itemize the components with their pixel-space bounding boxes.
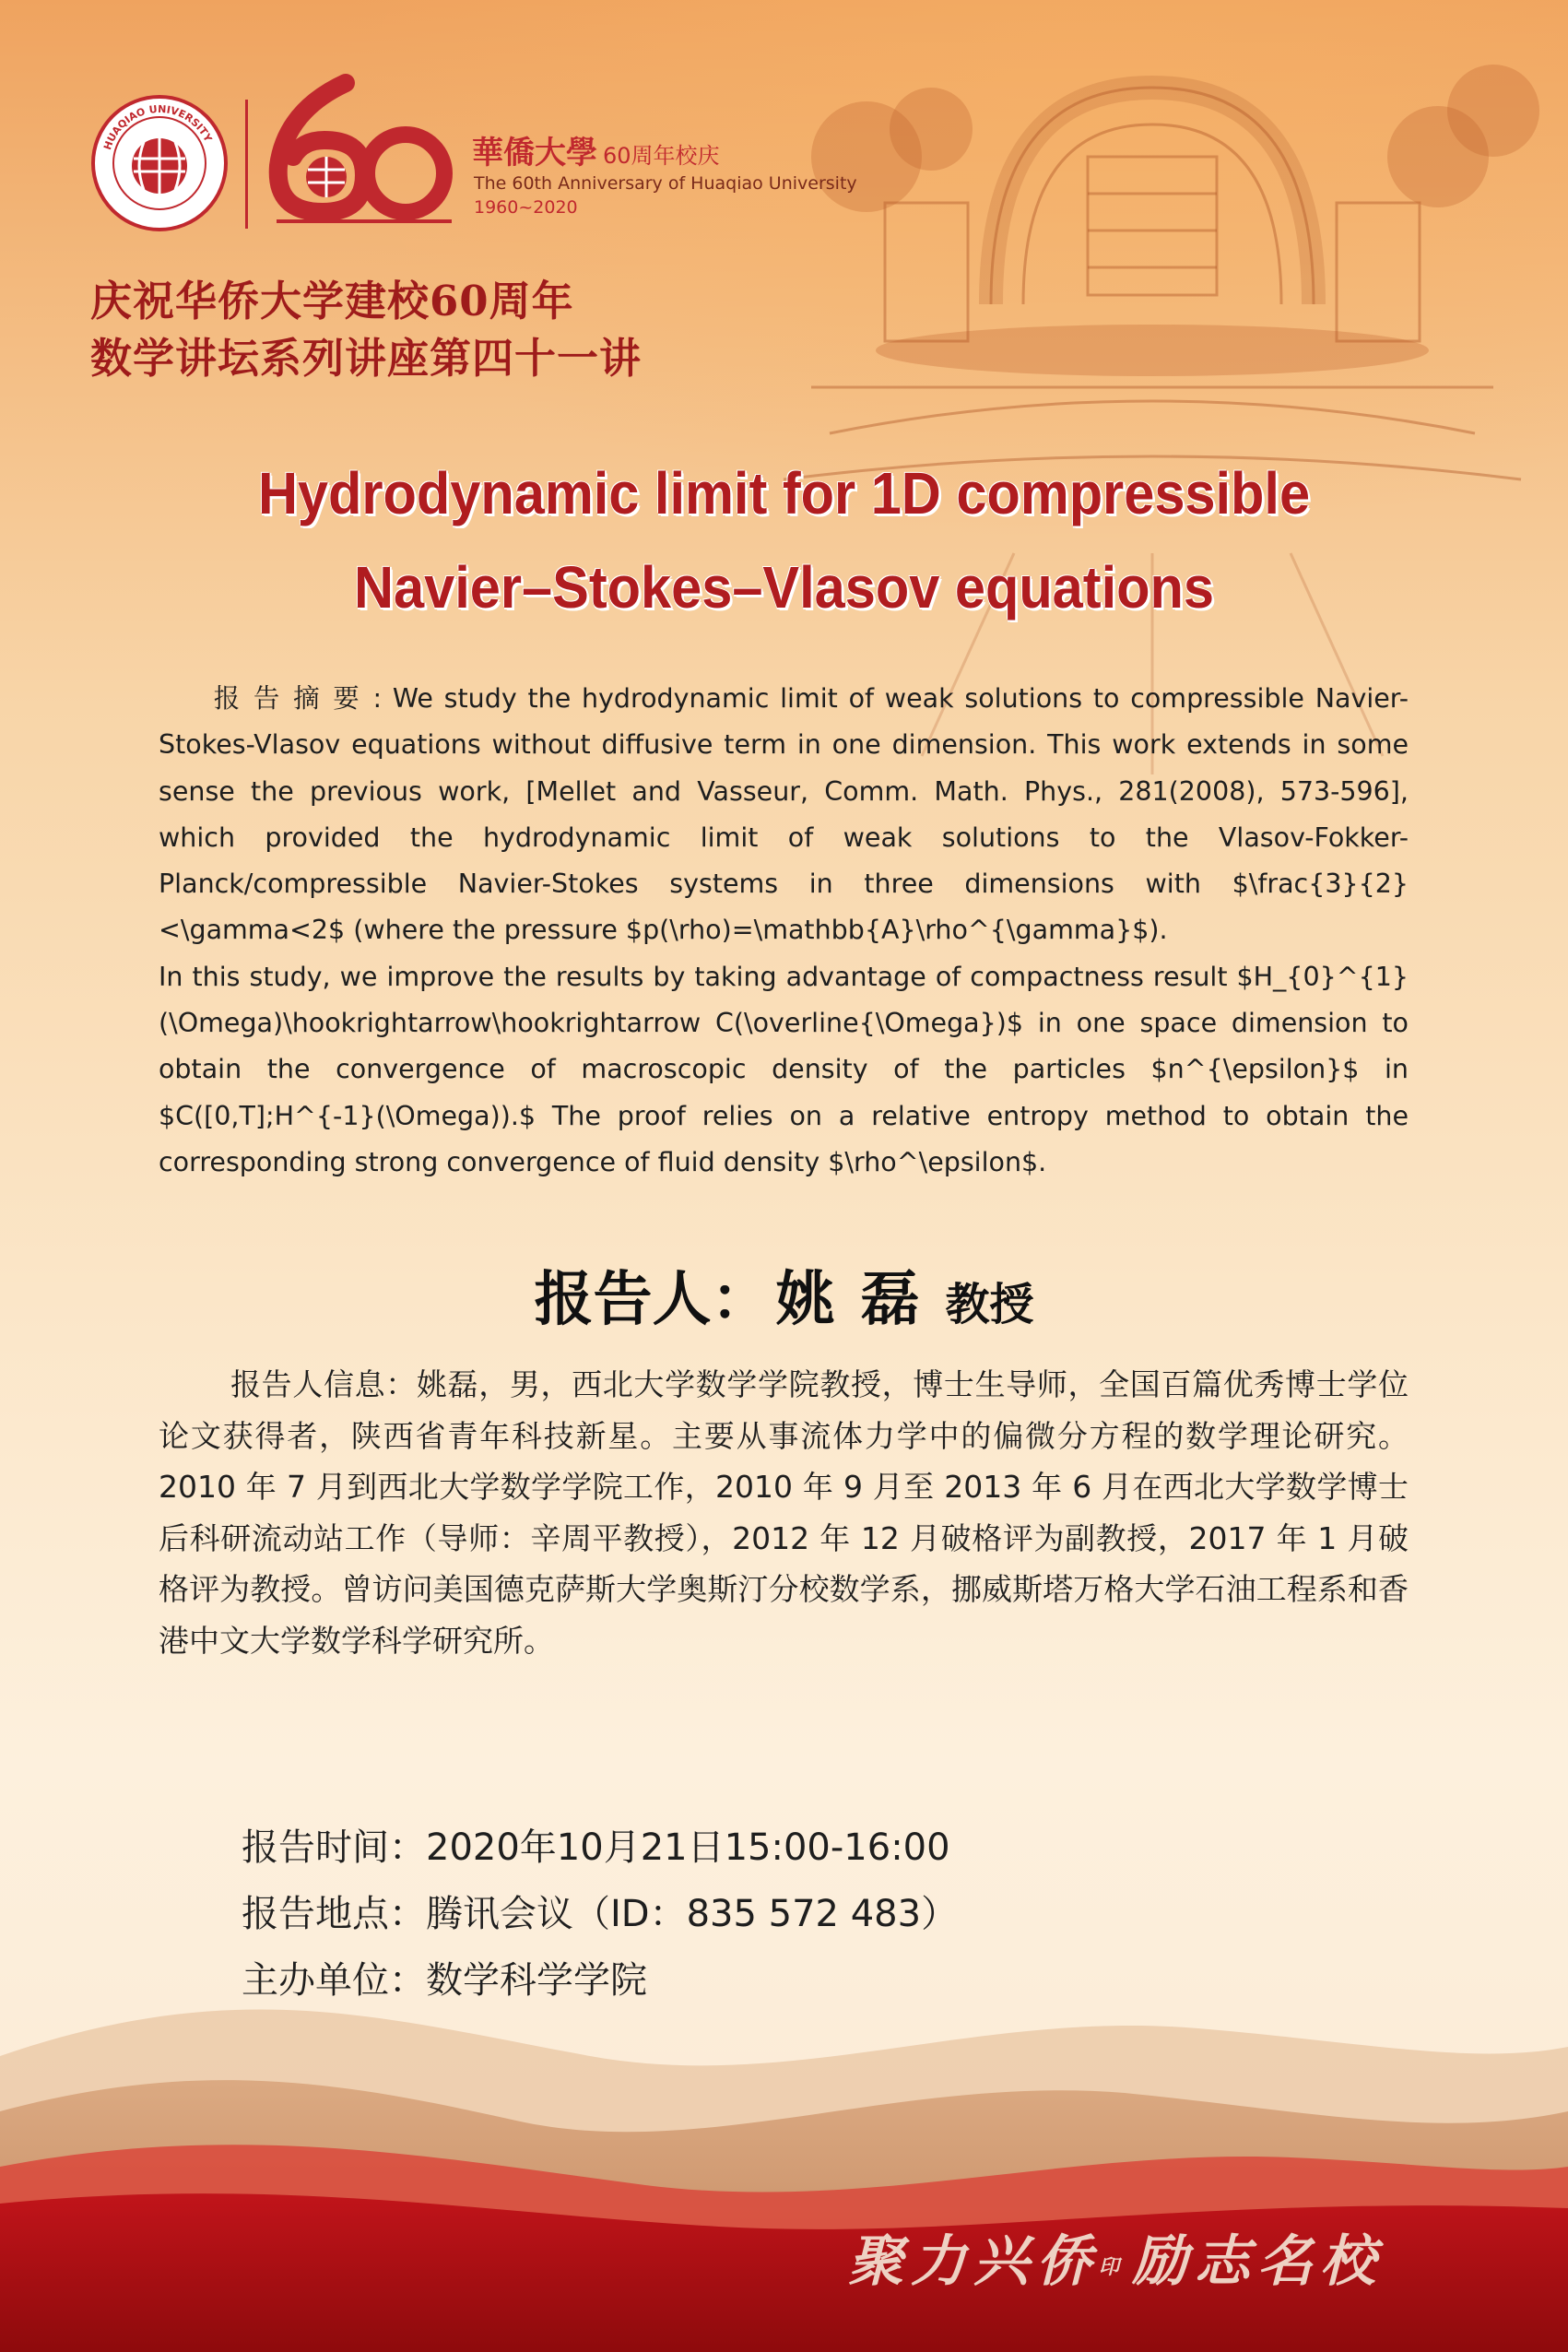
speaker-title: 教授	[945, 1279, 1034, 1330]
speaker-name: 姚磊	[775, 1266, 946, 1334]
university-emblem-logo	[90, 94, 229, 232]
header-line-2: 数学讲坛系列讲座第四十一讲	[90, 334, 643, 383]
slogan-seal: 印	[1099, 2255, 1133, 2279]
speaker-heading	[0, 1252, 1568, 1337]
anniversary-suffix: 60周年校庆	[603, 143, 720, 169]
lecture-title-line-2: Navier–Stokes–Vlasov equations	[354, 554, 1214, 621]
abstract-label: 报告摘要	[211, 683, 373, 714]
speaker-bio: 报告人信息：姚磊，男，西北大学数学学院教授，博士生导师，全国百篇优秀博士学位论文获得者，陕西省青年科技新星。主要从事流体力学中的偏微分方程的数学理论研究。2010 年 7 月到西北大学数学学院工作，2010 年 9 月至 2013 年 6 月在西北大学数学博士后科研流动站工作（导师：辛周平教授），2012 年 12 月破格评为副教授，2017 年 1 月破格评为教授。曾访问美国德克萨斯大学奥斯汀分校数学系，挪威斯塔万格大学石油工程系和香港中文大学数学科学研究所。	[159, 1366, 1409, 1659]
anniversary-years: 1960~2020	[474, 197, 578, 218]
anniversary-title-cn: 華僑大學 60周年校庆	[472, 135, 720, 171]
lecture-place: 报告地点：腾讯会议（ID：835 572 483）	[242, 1893, 959, 1935]
slogan-right: 励志名校	[1132, 2229, 1384, 2294]
abstract-text-1: We study the hydrodynamic limit of weak solutions to compressible Navier-Stokes-Vlasov equations without diffusive term in one dimension. This work extends in some sense the previous work, [Mellet and Vasseur, Comm. Math. Phys., 281(2008), 573-596], which provided the hydrodynamic limit of weak solutions to the Vlasov-Fokker-Planck/compressible Navier-Stokes systems in three dimensions with $\frac{3}{2}<\gamma<2$ (where the pressure $p(\rho)=\mathbb{A}\rho^{\gamma}$).	[159, 683, 1409, 946]
abstract-paragraph-2: In this study, we improve the results by taking advantage of compactness result $H_{0}^{1}(\Omega)\hookrightarrow\hookrightarrow C(\overline{\Omega})$ in one space dimension to obtain the convergence of macroscopic density of the particles $n^{\epsilon}$ in $C([0,T];H^{-1}(\Omega)).$ The proof relies on a relative entropy method to obtain the corresponding strong convergence of fluid density $\rho^\epsilon$.	[159, 961, 1409, 1177]
logo-divider	[245, 100, 248, 229]
abstract-paragraph-1: 报告摘要: We study the hydrodynamic limit of weak solutions to compressible Navier-Stokes-Vlasov equations without diffusive term in one dimension. This work extends in some sense the previous work, [Mellet and Vasseur, Comm. Math. Phys., 281(2008), 573-596], which provided the hydrodynamic limit of weak solutions to the Vlasov-Fokker-Planck/compressible Navier-Stokes systems in three dimensions with $\frac{3}{2}<\gamma<2$ (where the pressure $p(\rho)=\mathbb{A}\rho^{\gamma}$).	[159, 683, 1409, 946]
footer-slogan	[848, 2217, 1383, 2297]
lecture-host: 主办单位：数学科学学院	[242, 1959, 647, 2002]
slogan-left: 聚力兴侨	[848, 2229, 1099, 2294]
anniversary-60-logo	[258, 74, 461, 230]
lecture-title-line-1: Hydrodynamic limit for 1D compressible	[257, 460, 1311, 526]
abstract	[159, 676, 1409, 1186]
speaker-label: 报告人：	[534, 1266, 771, 1334]
header-line-1: 庆祝华侨大学建校60周年	[90, 277, 574, 325]
svg-text:HUAQIAO UNIVERSITY: HUAQIAO UNIVERSITY	[101, 102, 215, 152]
lecture-time: 报告时间：2020年10月21日15:00-16:00	[242, 1826, 950, 1869]
anniversary-title-en: The 60th Anniversary of Huaqiao University	[474, 173, 857, 194]
